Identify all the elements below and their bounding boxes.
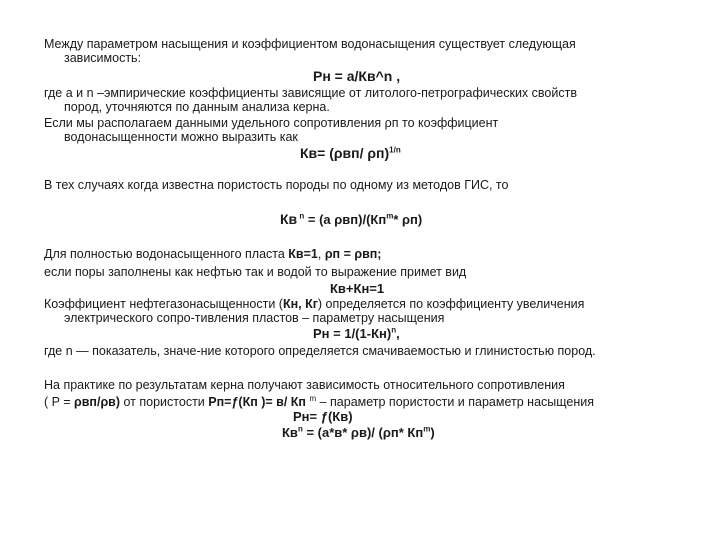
formula-inline: Pп=ƒ(Кп ) [208, 395, 266, 409]
formula-end: ) [430, 425, 435, 440]
text-line: Между параметром насыщения и коэффициентом водонасыщения существует следующая [44, 37, 576, 51]
paragraph-porosity-param [44, 395, 594, 409]
formula-kv: Кв [280, 211, 298, 227]
formula-inline: Кв=1 [288, 247, 318, 261]
formula-exponent: m [386, 211, 394, 221]
formula-pn-kv: Pн= ƒ(Кв) [293, 409, 353, 424]
text: Для полностью водонасыщенного пласта [44, 247, 289, 261]
text: Коэффициент нефтегазонасыщенности ( [44, 297, 283, 311]
formula-kv-kn: Кв+Кн=1 [330, 281, 385, 296]
formula-exponent: 1/n [389, 145, 401, 155]
formula-middle: = (a ρвп)/(Кп [304, 212, 387, 227]
formula-end: , [396, 326, 400, 341]
text: , [317, 247, 325, 261]
formula-main: Кв= (ρвп/ ρп) [300, 145, 390, 161]
text: ) определяется по коэффициенту увеличения [317, 297, 585, 311]
formula-end: * ρп) [393, 212, 423, 227]
text-line: Если мы располагаем данными удельного сопротивления ρп то коэффициент [44, 116, 499, 130]
text-line: где a и n –эмпирические коэффициенты зависящие от литолого-петрографических свойств [44, 86, 577, 100]
formula-water-saturation [300, 145, 401, 161]
formula-inline: Кн, Кг [282, 297, 318, 311]
text-line: водонасыщенности можно выразить как [64, 130, 298, 144]
formula-inline: ρп = ρвп; [324, 247, 382, 261]
paragraph-exponent: где n — показатель, значе-ние которого определяется смачиваемостью и глинистостью пород. [44, 344, 596, 358]
formula-middle: = (a*в* ρв)/ (ρп* Кп [302, 425, 424, 440]
formula-saturation: Pн = a/Кв^n , [313, 68, 401, 84]
formula-main: Pн = 1/(1-Кн) [313, 326, 392, 341]
formula-exponent: n [297, 211, 305, 221]
formula-kv-porosity [280, 211, 422, 227]
text-line: электрического сопро-тивления пластов – параметру насыщения [64, 311, 445, 325]
text: – параметр пористости и параметр насыщения [316, 395, 594, 409]
paragraph-oil-water: если поры заполнены как нефтью так и водой то выражение примет вид [44, 265, 467, 279]
formula-exponent: n [297, 424, 303, 434]
text-line: зависимость: [64, 51, 142, 65]
text-line: пород, уточняются по данным анализа керна. [64, 100, 330, 114]
formula-pn-kn [313, 326, 400, 341]
formula-exponent: m [423, 424, 431, 434]
text-line [44, 297, 584, 311]
text: от пористости [120, 395, 209, 409]
paragraph-practice: На практике по результатам керна получают зависимость относительного сопротивления [44, 378, 565, 392]
paragraph-porosity: В тех случаях когда известна пористость породы по одному из методов ГИС, то [44, 178, 509, 192]
formula-kv-final [282, 425, 435, 440]
formula-inline: = в/ Кп [265, 395, 310, 409]
formula-inline: ρвп/ρв) [74, 395, 121, 409]
formula-exponent: m [309, 393, 317, 403]
formula-kv: Кв [282, 425, 298, 440]
text: ( P = [44, 395, 74, 409]
paragraph-full-saturation [44, 247, 381, 261]
formula-exponent: n [391, 325, 397, 335]
